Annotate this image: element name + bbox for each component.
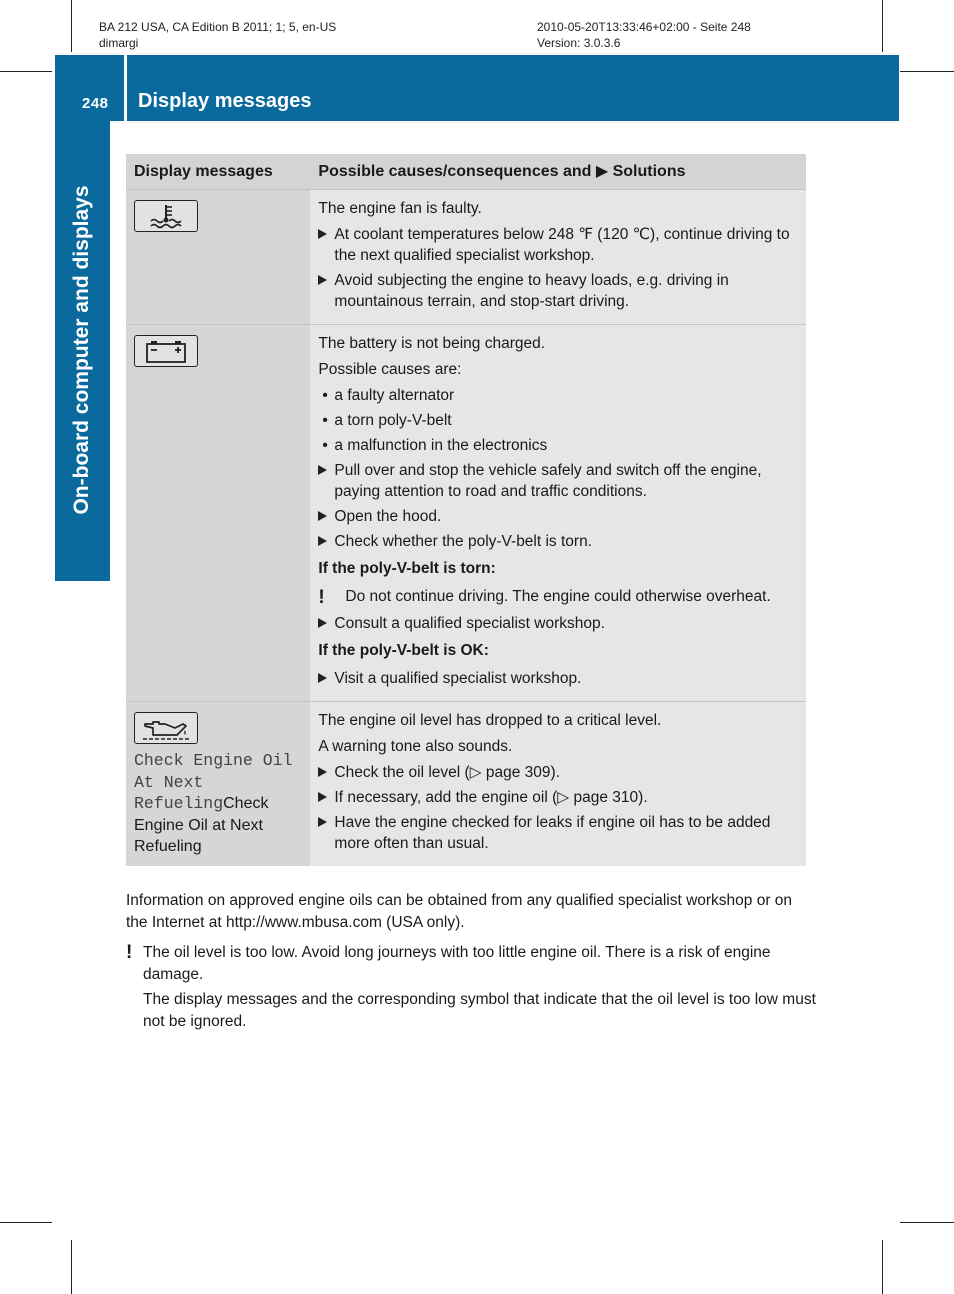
display-message-plain: Engine Oil at Next (134, 816, 263, 834)
step-arrow-icon (318, 536, 327, 546)
step-arrow-icon (318, 817, 327, 827)
step-text: At coolant temperatures below 248 ℉ (120 ℃), continue driving to the next qualified specialist workshop. (334, 226, 790, 264)
solution-step (318, 270, 798, 312)
solution-step (318, 668, 798, 689)
condition-heading: If the poly-V-belt is OK: (318, 642, 489, 659)
symbol-cell (126, 702, 310, 867)
symbol-cell (126, 325, 310, 702)
display-messages-table (126, 154, 806, 866)
table-row (126, 325, 806, 702)
crop-mark (0, 1222, 52, 1223)
print-meta-left (99, 19, 336, 51)
cause-text: The engine fan is faulty. (318, 200, 482, 217)
chapter-tab-label: On-board computer and displays (70, 185, 93, 515)
step-text: Check the oil level (▷ page 309). (334, 764, 561, 781)
crop-mark (900, 1222, 954, 1223)
warning-icon: ! (126, 942, 133, 963)
meta-author: dimargi (99, 36, 139, 50)
solution-cell (310, 702, 806, 867)
step-arrow-icon (318, 767, 327, 777)
step-arrow-icon (318, 792, 327, 802)
print-meta-right (537, 19, 751, 51)
display-message-mono: At Next (134, 772, 204, 792)
solution-step (318, 762, 798, 783)
meta-edition: BA 212 USA, CA Edition B 2011; 1; 5, en-US (99, 20, 337, 34)
list-item: • a torn poly-V-belt (318, 410, 798, 431)
meta-timestamp: 2010-05-20T13:33:46+02:00 - Seite 248 (537, 20, 751, 34)
info-paragraph: Information on approved engine oils can be obtained from any qualified specialist workshop or on the Internet at http://www.mbusa.com (USA only). (126, 892, 793, 931)
step-arrow-icon (318, 618, 327, 628)
crop-mark (900, 71, 954, 72)
display-message-mono: Refueling (134, 794, 224, 813)
crop-mark (882, 1240, 883, 1294)
solution-step (318, 531, 798, 552)
step-text: Visit a qualified specialist workshop. (334, 670, 582, 687)
solution-step (318, 812, 798, 854)
solution-step (318, 460, 798, 502)
step-text: Check whether the poly-V-belt is torn. (334, 533, 593, 550)
crop-mark (882, 0, 883, 52)
list-item: • a malfunction in the electronics (318, 435, 798, 456)
display-message-text (134, 750, 302, 858)
cause-text: Possible causes are: (318, 361, 462, 378)
list-item: • a faulty alternator (318, 385, 798, 406)
step-text: Open the hood. (334, 508, 442, 525)
solution-step (318, 224, 798, 266)
warning-text: Do not continue driving. The engine could otherwise overheat. (345, 588, 771, 605)
solution-cell (310, 325, 806, 702)
warning-icon: ! (318, 587, 325, 608)
table-row (126, 190, 806, 325)
coolant-temperature-icon (134, 200, 198, 232)
page-title: Display messages (138, 90, 312, 112)
step-text: Pull over and stop the vehicle safely and switch off the engine, paying attention to road and traffic conditions. (334, 462, 762, 500)
cause-text: The battery is not being charged. (318, 335, 546, 352)
table-header-row (126, 154, 806, 190)
step-arrow-icon (318, 465, 327, 475)
oil-info-section (126, 890, 816, 1033)
cause-text: The engine oil level has dropped to a critical level. (318, 712, 662, 729)
warning-text: The oil level is too low. Avoid long journeys with too little engine oil. There is a risk of engine damage. (143, 944, 771, 983)
table-row (126, 702, 806, 867)
display-message-plain: Check (223, 795, 269, 812)
step-text: Have the engine checked for leaks if engine oil has to be added more often than usual. (334, 814, 771, 852)
warning-followup: The display messages and the corresponding symbol that indicate that the oil level is too low must not be ignored. (143, 991, 816, 1030)
solution-step (318, 613, 798, 634)
cause-text: A warning tone also sounds. (318, 738, 513, 755)
step-text: Consult a qualified specialist workshop. (334, 615, 605, 632)
battery-icon (134, 335, 198, 367)
condition-heading: If the poly-V-belt is torn: (318, 560, 496, 577)
solution-step (318, 506, 798, 527)
warning-note (318, 586, 798, 607)
step-text: Avoid subjecting the engine to heavy loads, e.g. driving in mountainous terrain, and stop-start driving. (334, 272, 729, 310)
engine-oil-can-icon (134, 712, 198, 744)
step-text: If necessary, add the engine oil (▷ page 310). (334, 789, 648, 806)
step-arrow-icon (318, 229, 327, 239)
symbol-cell (126, 190, 310, 325)
solution-cell (310, 190, 806, 325)
display-message-mono: Check Engine Oil (134, 751, 293, 770)
page-number: 248 (82, 95, 109, 112)
solution-step (318, 787, 798, 808)
column-header-display-messages: Display messages (126, 154, 310, 190)
step-arrow-icon (318, 673, 327, 683)
header-divider (124, 55, 127, 121)
display-message-plain: Refueling (134, 838, 202, 855)
crop-mark (71, 1240, 72, 1294)
warning-note (126, 942, 816, 986)
column-header-solutions: Possible causes/consequences and ▶ Solutions (310, 154, 806, 190)
step-arrow-icon (318, 511, 327, 521)
crop-mark (71, 0, 72, 52)
step-arrow-icon (318, 275, 327, 285)
meta-version: Version: 3.0.3.6 (537, 36, 621, 50)
crop-mark (0, 71, 52, 72)
